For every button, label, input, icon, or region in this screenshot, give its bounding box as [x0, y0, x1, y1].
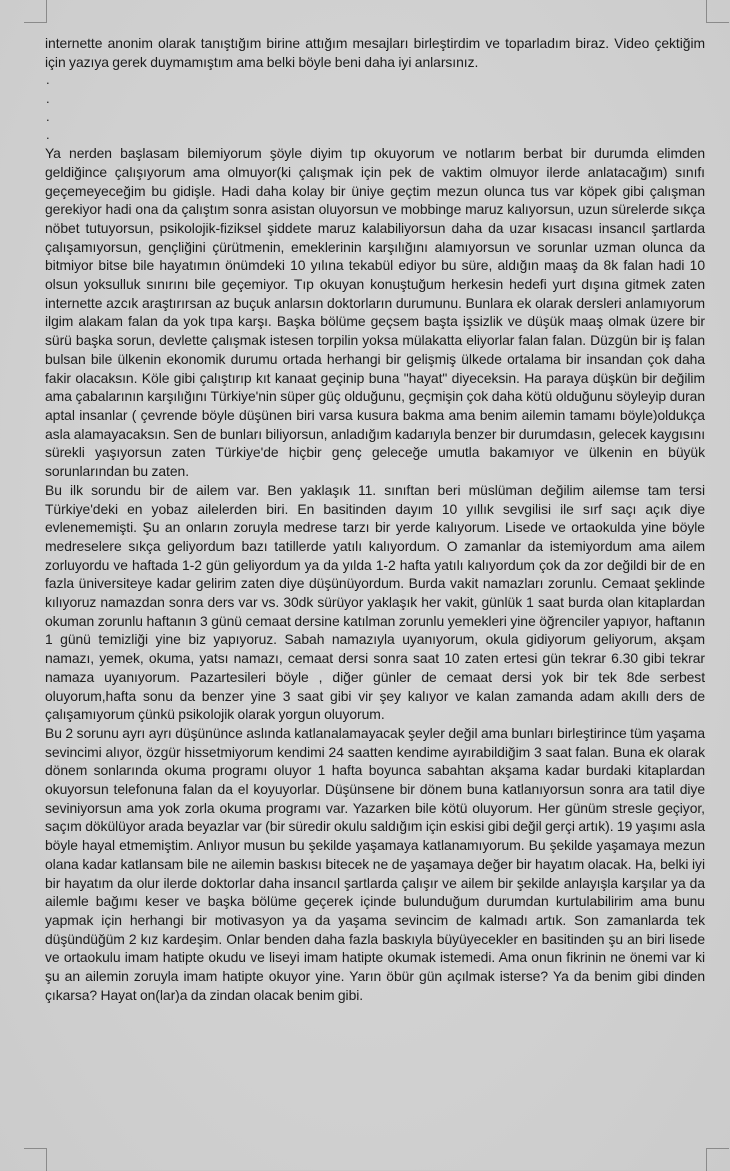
separator-dots	[45, 71, 705, 144]
separator-dot: .	[46, 126, 50, 142]
crop-mark-top-left	[24, 0, 47, 23]
paragraph-conclusion: Bu 2 sorunu ayrı ayrı düşününce aslında katlanalamayacak şeyler değil ama bunları birleştirince tüm yaşama sevincimi alıyor, özgür hissetmiyorum kendimi 24 saatten kendime ayırabildiğim 3 saat falan. Buna ek olarak dönem sonlarında okuma programı oluyor 1 hafta boyunca sabahtan akşama kadar burdaki kitaplardan okuyorsun telefonuna falan da el koyuyorlar. Düşünsene bir dönem buna katlanıyorsun sonra ara tatil diye seviniyorsun ama yok zorla okuma programı var. Yazarken bile kötü oluyorum. Her günüm stresle geçiyor, saçım dökülüyor arada beyazlar var (bir süredir okulu saldığım için eskisi gibi değil gerçi artık). 19 yaşımı asla böyle hayal etmemiştim. Anlıyor musun bu şekilde yaşamaya katlanamıyorum. Bu şekilde yaşamaya mezun olana kadar katlansam bile ne ailemin baskısı bitecek ne de yaşamaya değer bir hayatım olacak. Ha, belki iyi bir hayatım da olur ilerde doktorlar daha insancıl şartlarda çalışır ve ailem bir şekilde anlayışla karşılar ya da ailemle bağımı keser ve başka bölüme geçerek içinde bulunduğum durumdan kurtulabilirim ama bunu yapmak için herhangi bir motivasyon ya da yaşama sevincim de kalmadı artık. Son zamanlarda tek düşündüğüm 2 kız kardeşim. Onlar benden daha fazla baskıyla büyüyecekler en basitinden şu an biri lisede ve ortaokulu imam hatipte okudu ve liseyi imam hatipte okumak istemedi. Ama onun fikrinin ne önemi var ki şu an ailemin zoruyla imam hatipte okuyor yine. Yarın öbür gün açılmak isterse? Ya da benim gibi dinden çıkarsa? Hayat on(lar)a da zindan olacak benim gibi.	[45, 724, 705, 1003]
separator-dot: .	[46, 90, 50, 106]
separator-dot: .	[46, 72, 50, 88]
paragraph-family: Bu ilk sorundu bir de ailem var. Ben yaklaşık 11. sınıftan beri müslüman değilim ailemse tam tersi Türkiye'deki en yobaz ailelerden biri. En basitinden dayım 10 yıllık sevgilisi ile sırf saçı açık diye evlenememişti. Şu an onların zoruyla medrese tarzı bir yerde kalıyorum. Lisede ve ortaokulda yine böyle medreselere sıkça geliyordum bazı tatillerde yatılı kalıyordum. O zamanlar da istemiyordum ama ailem zorluyordu ve haftada 1-2 gün geliyordum ya da yılda 1-2 hafta yatılı kalıyordum çok da zor değildi bir de en fazla üniversiteye kadar gelirim zaten diye düşünüyordum. Burda vakit namazları zorunlu. Cemaat şeklinde kılıyoruz namazdan sonra ders var vs. 30dk sürüyor yaklaşık her vakit, günlük 1 saat burda olan kitaplardan okuman zorunlu haftanın 3 günü cemaat dersine katılman zorunlu yemekleri yine öğrenciler yapıyor, haftanın 1 günü temizliği yine biz yapıyoruz. Sabah namazıyla uyanıyorum, okula gidiyorum geliyorum, akşam namazı, yemek, okuma, yatsı namazı, cemaat dersi sonra saat 10 zaten ertesi gün tekrar 6.30 gibi tekrar namaza uyanıyorum. Pazartesileri böyle , diğer günler de cemaat dersi yok bir tek 8de serbest oluyorum,hafta sonu da benzer yine 3 saat gibi vir şey kalıyor ve kalan zamanda adam akıllı ders de çalışamıyorum çünkü psikolojik olarak yorgun oluyorum.	[45, 481, 705, 723]
intro-line-2: Video çektiğim için yazıya gerek duymamıştım ama belki böyle beni daha iyi anlarsınız.	[45, 35, 705, 70]
document-body	[45, 34, 705, 1005]
separator-dot: .	[46, 108, 50, 124]
intro-paragraph	[45, 34, 705, 71]
crop-mark-bottom-right	[706, 1148, 729, 1171]
crop-mark-bottom-left	[24, 1148, 47, 1171]
intro-line-1: internette anonim olarak tanıştığım birine attığım mesajları birleştirdim ve toparladım biraz.	[45, 35, 610, 51]
paragraph-career: Ya nerden başlasam bilemiyorum şöyle diyim tıp okuyorum ve notlarım berbat bir durumda elimden geldiğince çalışıyorum ama olmuyor(ki çalışmak için pek de vaktim olmuyor ilerde anlatacağım) sınıfı geçemeyeceğim bu gidişle. Hadi daha kolay bir üniye geçtim mezun olunca tus var köpek gibi çalışman gerekiyor hadi ona da çalıştım sonra asistan oluyorsun ve mobbinge maruz kalıyorsun, uzun sürelerde sıkça nöbet tutuyorsun, psikolojik-fiziksel şiddete maruz kalabiliyorsun daha da uzar kısacası insancıl şartlarda çalışamıyorsun, gençliğini çürütmenin, emeklerinin karşılığını alamıyorsun ve sorunlar uzman olunca da bitmiyor bitse bile hayatımın önümdeki 10 yılına tekabül ediyor bu süre, aldığın maaş da 8k falan hadi 10 olsun yoksulluk sınırını bile geçemiyor. Tıp okuyan konuştuğum herkesin hedefi yurt dışına gitmek zaten internette azcık araştırırsan az buçuk anlarsın doktorların durumunu. Bunlara ek olarak dersleri anlamıyorum ilgim alakam falan da yok tıpa karşı. Başka bölüme geçsem başta işsizlik ve düşük maaş olmak üzere bir sürü başka sorun, devlette çalışmak istesen torpilin yoksa mülakatta eliyorlar falan falan. Düzgün bir iş falan bulsan bile ülkenin ekonomik durumu ortada herhangi bir gelişmiş ülkede ortalama bir insandan çok daha fakir olacaksın. Köle gibi çalıştırıp kıt kanaat geçinip buna "hayat" diyeceksin. Ha paraya düşkün bir değilim ama çabalarının karşılığını Türkiye'nin süper güç olduğunu, geçmişin çok daha kötü olduğunu söyleyip duran aptal insanlar ( çevrende böyle düşünen biri varsa kusura bakma ama benim ailemin tamamı böyle)oldukça asla alamayacaksın. Sen de bunları biliyorsun, anladığım kadarıyla benzer bir durumdasın, gelecek kaygısını sürekli yaşıyorsun zaten Türkiye'de hiçbir genç geleceğe umutla bakamıyor ve ülkenin en büyük sorunlarından bu zaten.	[45, 145, 705, 480]
crop-mark-top-right	[706, 0, 729, 23]
